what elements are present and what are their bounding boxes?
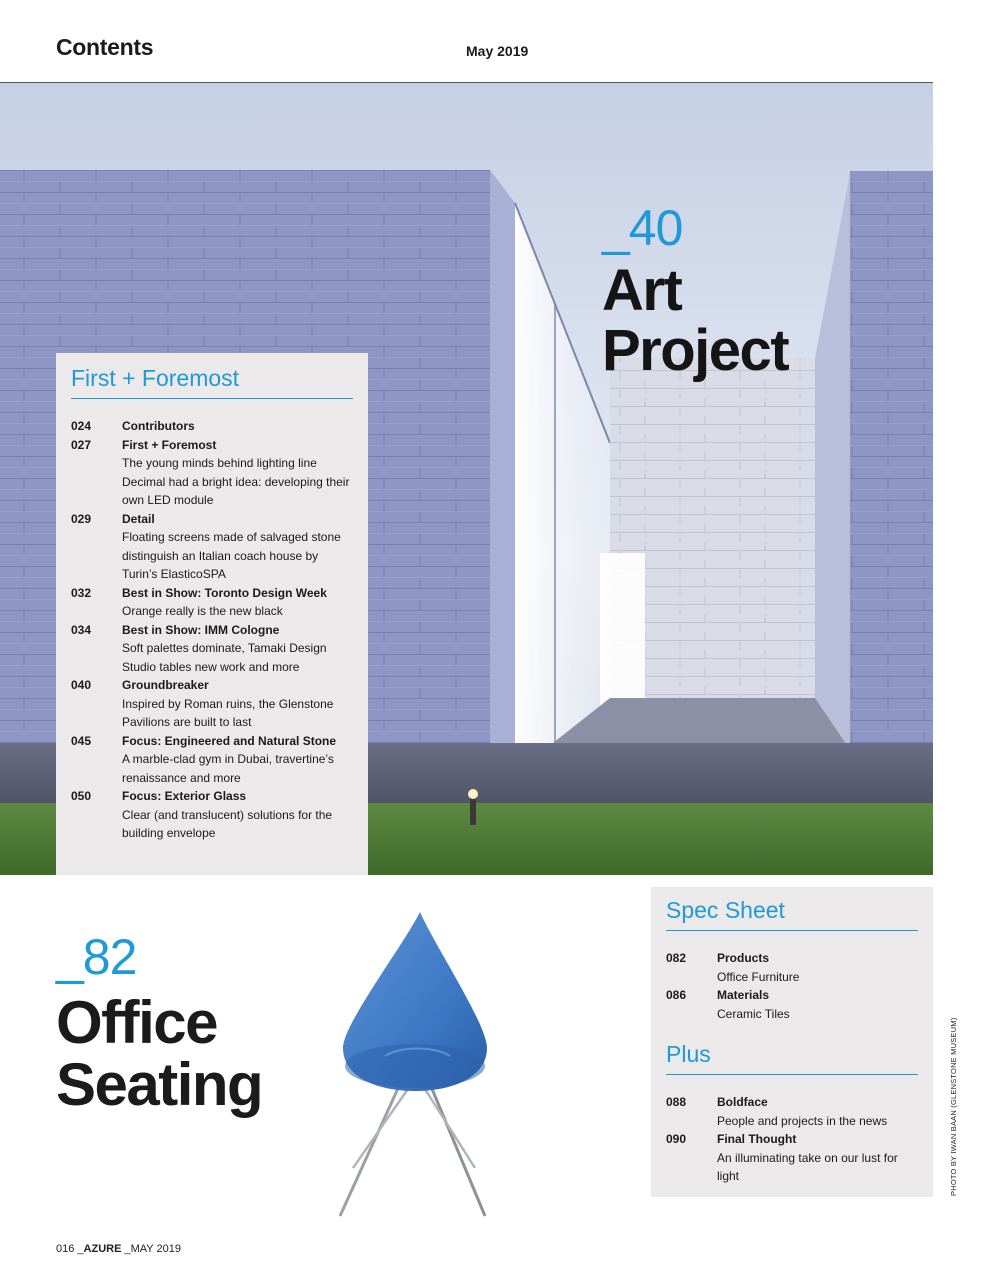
page-number: 029 — [71, 511, 92, 526]
toc-entry[interactable] — [666, 949, 918, 986]
feature-number: _40 — [602, 200, 683, 256]
section-heading: First + Foremost — [71, 365, 353, 399]
page-number: 034 — [71, 622, 92, 637]
page-number: 027 — [71, 437, 92, 452]
page-number: 082 — [666, 951, 687, 965]
feature-office-seating[interactable] — [56, 929, 263, 1118]
feature-title-line: Art — [602, 258, 682, 323]
toc-entry[interactable] — [71, 787, 353, 843]
page-number: 088 — [666, 1095, 687, 1109]
toc-list — [666, 949, 918, 1023]
spec-sheet-panel — [651, 887, 933, 1197]
feature-title-line: Seating — [56, 1051, 263, 1118]
entry-title: Best in Show: Toronto Design Week — [122, 585, 327, 600]
entry-title: Boldface — [717, 1095, 768, 1109]
entry-description: Orange really is the new black — [122, 604, 283, 618]
entry-description: Office Furniture — [717, 969, 800, 984]
toc-list — [71, 417, 353, 843]
toc-entry[interactable] — [71, 417, 353, 436]
entry-title: Best in Show: IMM Cologne — [122, 622, 280, 637]
toc-entry[interactable] — [71, 621, 353, 677]
page-number: 090 — [666, 1132, 687, 1146]
page-number: 032 — [71, 585, 92, 600]
toc-entry[interactable] — [666, 1130, 918, 1186]
toc-entry[interactable] — [71, 436, 353, 510]
page-number: 040 — [71, 678, 92, 692]
page-number: 045 — [71, 733, 92, 748]
entry-title: Detail — [122, 511, 155, 526]
toc-entry[interactable] — [71, 584, 353, 621]
entry-title: Focus: Exterior Glass — [122, 789, 247, 803]
photo-credit: PHOTO BY IWAN BAAN (GLENSTONE MUSEUM) — [949, 1017, 958, 1196]
page-title: Contents — [56, 34, 154, 60]
entry-title: Materials — [717, 988, 770, 1002]
entry-title: First + Foremost — [122, 437, 217, 452]
entry-description: The young minds behind lighting line Decimal had a bright idea: developing their own LED module — [122, 456, 350, 507]
section-heading: Plus — [666, 1041, 918, 1075]
page-footer — [56, 1243, 181, 1255]
issue-date: May 2019 — [466, 43, 529, 59]
first-foremost-panel — [56, 353, 368, 875]
toc-entry[interactable] — [71, 510, 353, 584]
feature-title-line: Office — [56, 989, 218, 1056]
feature-title — [56, 989, 263, 1118]
page-number: 024 — [71, 419, 92, 433]
entry-title: Final Thought — [717, 1132, 797, 1146]
entry-description: A marble-clad gym in Dubai, travertine’s renaissance and more — [122, 752, 334, 785]
feature-art-project[interactable] — [602, 200, 789, 383]
footer-brand: AZURE — [83, 1243, 122, 1255]
entry-description: Clear (and translucent) solutions for the building envelope — [122, 807, 333, 840]
toc-entry[interactable] — [71, 676, 353, 732]
chair-photo — [325, 906, 505, 1226]
feature-number: _82 — [56, 929, 137, 985]
entry-title: Groundbreaker — [122, 678, 209, 692]
page-number: 050 — [71, 789, 92, 803]
entry-title: Contributors — [122, 419, 195, 433]
entry-description: Soft palettes dominate, Tamaki Design Studio tables new work and more — [122, 641, 327, 674]
feature-title-line: Project — [602, 318, 789, 383]
toc-list — [666, 1093, 918, 1186]
section-heading: Spec Sheet — [666, 897, 918, 931]
entry-title: Focus: Engineered and Natural Stone — [122, 733, 337, 748]
toc-entry[interactable] — [666, 1093, 918, 1130]
entry-title: Products — [717, 951, 770, 965]
footer-separator: _ — [74, 1243, 84, 1255]
entry-description: Inspired by Roman ruins, the Glenstone Pavilions are built to last — [122, 696, 334, 729]
entry-description: Floating screens made of salvaged stone distinguish an Italian coach house by Turin’s ElasticoSPA — [122, 530, 341, 581]
toc-entry[interactable] — [71, 732, 353, 788]
page-number: 086 — [666, 988, 687, 1002]
toc-entry[interactable] — [666, 986, 918, 1023]
entry-description: An illuminating take on our lust for light — [717, 1150, 898, 1183]
footer-issue: _MAY 2019 — [121, 1243, 181, 1255]
entry-description: People and projects in the news — [717, 1113, 888, 1128]
feature-title — [602, 258, 789, 383]
entry-description: Ceramic Tiles — [717, 1006, 790, 1021]
footer-page-number: 016 — [56, 1243, 75, 1255]
